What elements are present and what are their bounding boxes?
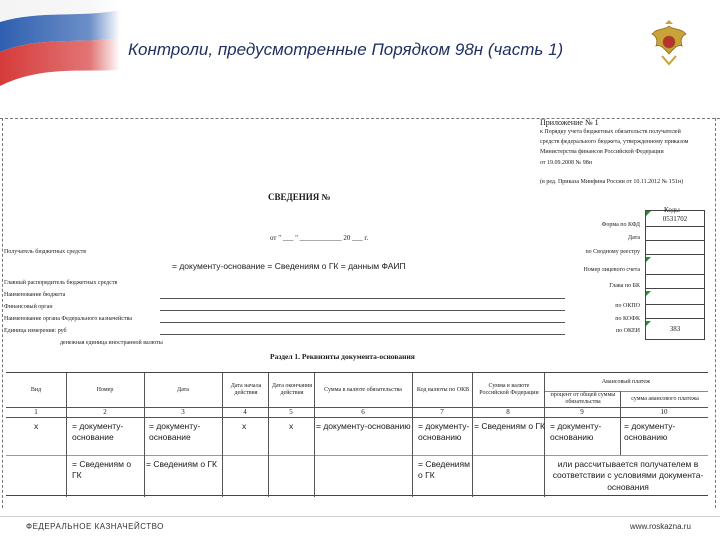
column-header: Дата окончания действия xyxy=(271,383,313,396)
column-header: Код валюты по ОКВ xyxy=(416,386,470,393)
right-label: по ОКПО xyxy=(615,303,640,309)
left-label: Финансовый орган xyxy=(4,304,53,310)
column-header: Номер xyxy=(96,386,114,393)
footer-website-link[interactable]: www.roskazna.ru xyxy=(630,522,691,531)
column-number: 7 xyxy=(440,408,444,416)
russian-flag-decoration xyxy=(0,0,120,92)
form-document-scan xyxy=(0,110,720,515)
row-a-cell: = документу-основание xyxy=(72,421,124,443)
right-label: Форма по КФД xyxy=(601,222,640,228)
row-a-cell: х xyxy=(242,421,247,431)
left-label: Наименование бюджета xyxy=(4,292,66,298)
form-date-line: от " ___ " ____________ 20 ___ г. xyxy=(270,234,369,242)
left-label: Наименование органа Федерального казначейства xyxy=(4,316,132,322)
column-number: 9 xyxy=(580,408,584,416)
column-number: 6 xyxy=(361,408,365,416)
right-label: по Сводному реестру xyxy=(585,249,640,255)
row-b-cell: = Сведениям о ГК xyxy=(72,459,132,481)
appendix-line: к Порядку учета бюджетных обязательств получателей xyxy=(540,129,681,135)
row-b-note: или рассчитывается получателем в соответствии с условиями документа-основания xyxy=(552,459,704,492)
left-label: Главный распорядитель бюджетных средств xyxy=(4,280,118,286)
appendix-line: Министерства финансов Российской Федерации xyxy=(540,149,664,155)
row-a-cell: = документу-основанию xyxy=(550,421,602,443)
right-label: Дата xyxy=(628,235,640,241)
row-a-cell: = Сведениям о ГК xyxy=(474,421,546,431)
left-label: Получатель бюджетных средств xyxy=(4,249,87,255)
double-headed-eagle-emblem-icon xyxy=(648,20,690,70)
column-number: 4 xyxy=(243,408,247,416)
currency-note: денежная единица иностранной валюты xyxy=(60,340,163,346)
code-okei: 383 xyxy=(669,325,681,333)
column-header: Сумма в валюте Российской Федерации xyxy=(479,383,539,396)
form-title: СВЕДЕНИЯ № xyxy=(268,192,331,202)
row-a-cell: х xyxy=(289,421,294,431)
column-header: сумма авансового платежа xyxy=(631,395,699,402)
column-header: Авансовый платеж xyxy=(601,378,651,385)
column-number: 1 xyxy=(34,408,38,416)
column-header: Дата начала действия xyxy=(230,383,262,396)
slide-title: Контроли, предусмотренные Порядком 98н (часть 1) xyxy=(128,40,564,59)
column-number: 2 xyxy=(103,408,107,416)
codes-box xyxy=(645,210,705,340)
row-a-cell: = документу-основанию xyxy=(316,421,411,431)
column-number: 10 xyxy=(660,408,668,416)
appendix-line: средств федерального бюджета, утвержденному приказом xyxy=(540,139,689,145)
document-basis-table xyxy=(6,372,708,496)
column-header: Дата xyxy=(177,386,189,393)
right-label: Номер лицевого счета xyxy=(583,267,640,273)
appendix-line: от 19.09.2008 № 98н xyxy=(540,160,592,166)
appendix-line: Приложение № 1 xyxy=(540,118,599,127)
row-a-cell: = документу-основанию xyxy=(624,421,676,443)
column-header: Вид xyxy=(30,386,42,393)
row-b-cell: = Сведениям о ГК xyxy=(146,459,218,469)
column-header: Сумма в валюте обязательства xyxy=(324,386,402,393)
column-number: 3 xyxy=(181,408,185,416)
row-b-cell: = Сведениям о ГК xyxy=(418,459,471,481)
column-number: 8 xyxy=(506,408,510,416)
right-label: по ОКЕИ xyxy=(615,328,640,334)
right-label: по КОФК xyxy=(615,316,640,322)
right-label: Глава по БК xyxy=(609,283,640,289)
code-okud: 0531702 xyxy=(646,211,704,227)
row-a-cell: = документу-основанию xyxy=(418,421,470,443)
left-label: Единица измерения: руб xyxy=(4,328,67,334)
footer-organization: ФЕДЕРАЛЬНОЕ КАЗНАЧЕЙСТВО xyxy=(26,522,164,531)
column-header: процент от общей суммы обязательства xyxy=(550,392,616,405)
section-title: Раздел 1. Реквизиты документа-основания xyxy=(270,352,415,361)
row-a-cell: = документу-основание xyxy=(149,421,201,443)
row-a-cell: х xyxy=(34,421,39,431)
codes-header: Коды xyxy=(664,206,680,214)
column-number: 5 xyxy=(289,408,293,416)
header-annotation: = документу-основание = Сведениям о ГК = данным ФАИП xyxy=(172,261,406,271)
appendix-line: (в ред. Приказа Минфина России от 10.11.2012 № 151н) xyxy=(540,179,684,185)
